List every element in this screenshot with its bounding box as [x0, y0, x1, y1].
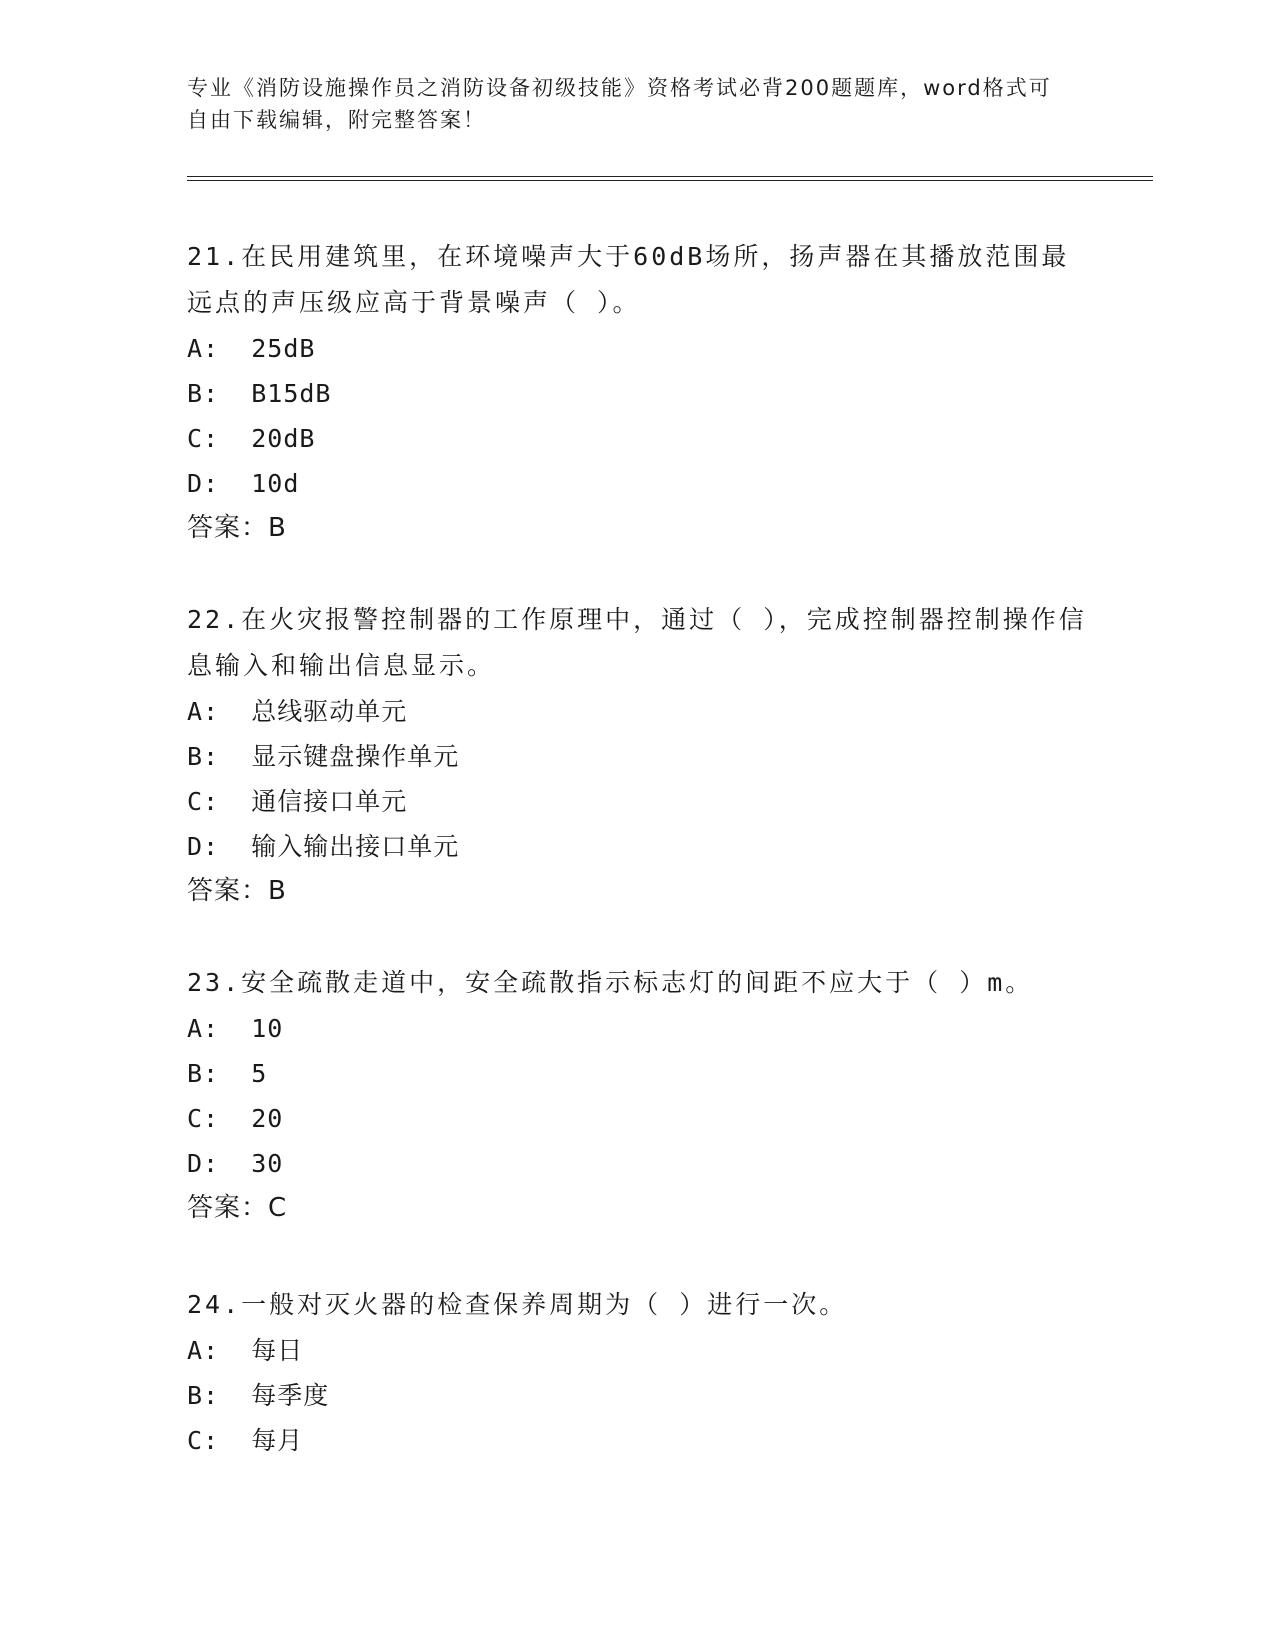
- option-a: [187, 1328, 1087, 1373]
- question-22: [187, 597, 1087, 914]
- option-text: 每日: [251, 1336, 304, 1365]
- answer: 答案：B: [187, 876, 287, 906]
- option-c: [187, 1418, 1087, 1463]
- option-d: [187, 461, 1087, 506]
- header-text: 专业《消防设施操作员之消防设备初级技能》资格考试必背200题题库，word格式可自由下载编辑，附完整答案！: [187, 76, 1052, 132]
- option-text: 通信接口单元: [251, 787, 408, 816]
- option-label: D:: [187, 469, 220, 498]
- option-text: 每月: [251, 1426, 304, 1455]
- option-label: C:: [187, 424, 220, 453]
- question-body: 在民用建筑里，在环境噪声大于60dB场所，扬声器在其播放范围最远点的声压级应高于背景噪声（ ）。: [187, 242, 1070, 317]
- question-body: 一般对灭火器的检查保养周期为（ ）进行一次。: [241, 1290, 848, 1319]
- option-label: A:: [187, 1014, 220, 1043]
- option-b: [187, 734, 1087, 779]
- option-text: 5: [251, 1059, 268, 1088]
- question-body: 安全疏散走道中，安全疏散指示标志灯的间距不应大于（ ）m。: [241, 968, 1034, 997]
- option-text: 10: [251, 1014, 284, 1043]
- option-label: A:: [187, 334, 220, 363]
- option-label: B:: [187, 742, 220, 771]
- option-a: [187, 1006, 1087, 1051]
- option-text: 20dB: [251, 424, 316, 453]
- option-label: B:: [187, 379, 220, 408]
- option-a: [187, 326, 1087, 371]
- question-21: [187, 234, 1087, 551]
- question-text: [187, 1282, 1087, 1328]
- question-number: 24.: [187, 1290, 242, 1319]
- question-23: [187, 960, 1087, 1231]
- option-c: [187, 1096, 1087, 1141]
- question-24: [187, 1282, 1087, 1463]
- question-text: [187, 960, 1087, 1006]
- question-text: [187, 234, 1087, 326]
- option-label: A:: [187, 697, 220, 726]
- option-d: [187, 1141, 1087, 1186]
- option-text: 25dB: [251, 334, 316, 363]
- option-label: B:: [187, 1059, 220, 1088]
- option-c: [187, 416, 1087, 461]
- option-text: 每季度: [251, 1381, 330, 1410]
- option-text: 10d: [251, 469, 300, 498]
- option-label: C:: [187, 787, 220, 816]
- answer: 答案：B: [187, 513, 287, 543]
- question-body: 在火灾报警控制器的工作原理中，通过（ ），完成控制器控制操作信息输入和输出信息显示。: [187, 605, 1087, 680]
- header-divider: [187, 176, 1153, 181]
- option-a: [187, 689, 1087, 734]
- option-label: C:: [187, 1426, 220, 1455]
- option-text: 30: [251, 1149, 284, 1178]
- option-label: A:: [187, 1336, 220, 1365]
- option-c: [187, 779, 1087, 824]
- option-b: [187, 1373, 1087, 1418]
- option-text: 输入输出接口单元: [251, 832, 460, 861]
- option-text: 总线驱动单元: [251, 697, 408, 726]
- option-text: B15dB: [251, 379, 332, 408]
- option-text: 显示键盘操作单元: [251, 742, 460, 771]
- question-number: 21.: [187, 242, 242, 271]
- option-label: B:: [187, 1381, 220, 1410]
- document-header: [187, 72, 1067, 136]
- question-number: 23.: [187, 968, 242, 997]
- question-text: [187, 597, 1087, 689]
- option-text: 20: [251, 1104, 284, 1133]
- option-label: D:: [187, 1149, 220, 1178]
- option-b: [187, 1051, 1087, 1096]
- answer: 答案：C: [187, 1193, 288, 1223]
- option-label: D:: [187, 832, 220, 861]
- question-number: 22.: [187, 605, 242, 634]
- option-label: C:: [187, 1104, 220, 1133]
- option-d: [187, 824, 1087, 869]
- option-b: [187, 371, 1087, 416]
